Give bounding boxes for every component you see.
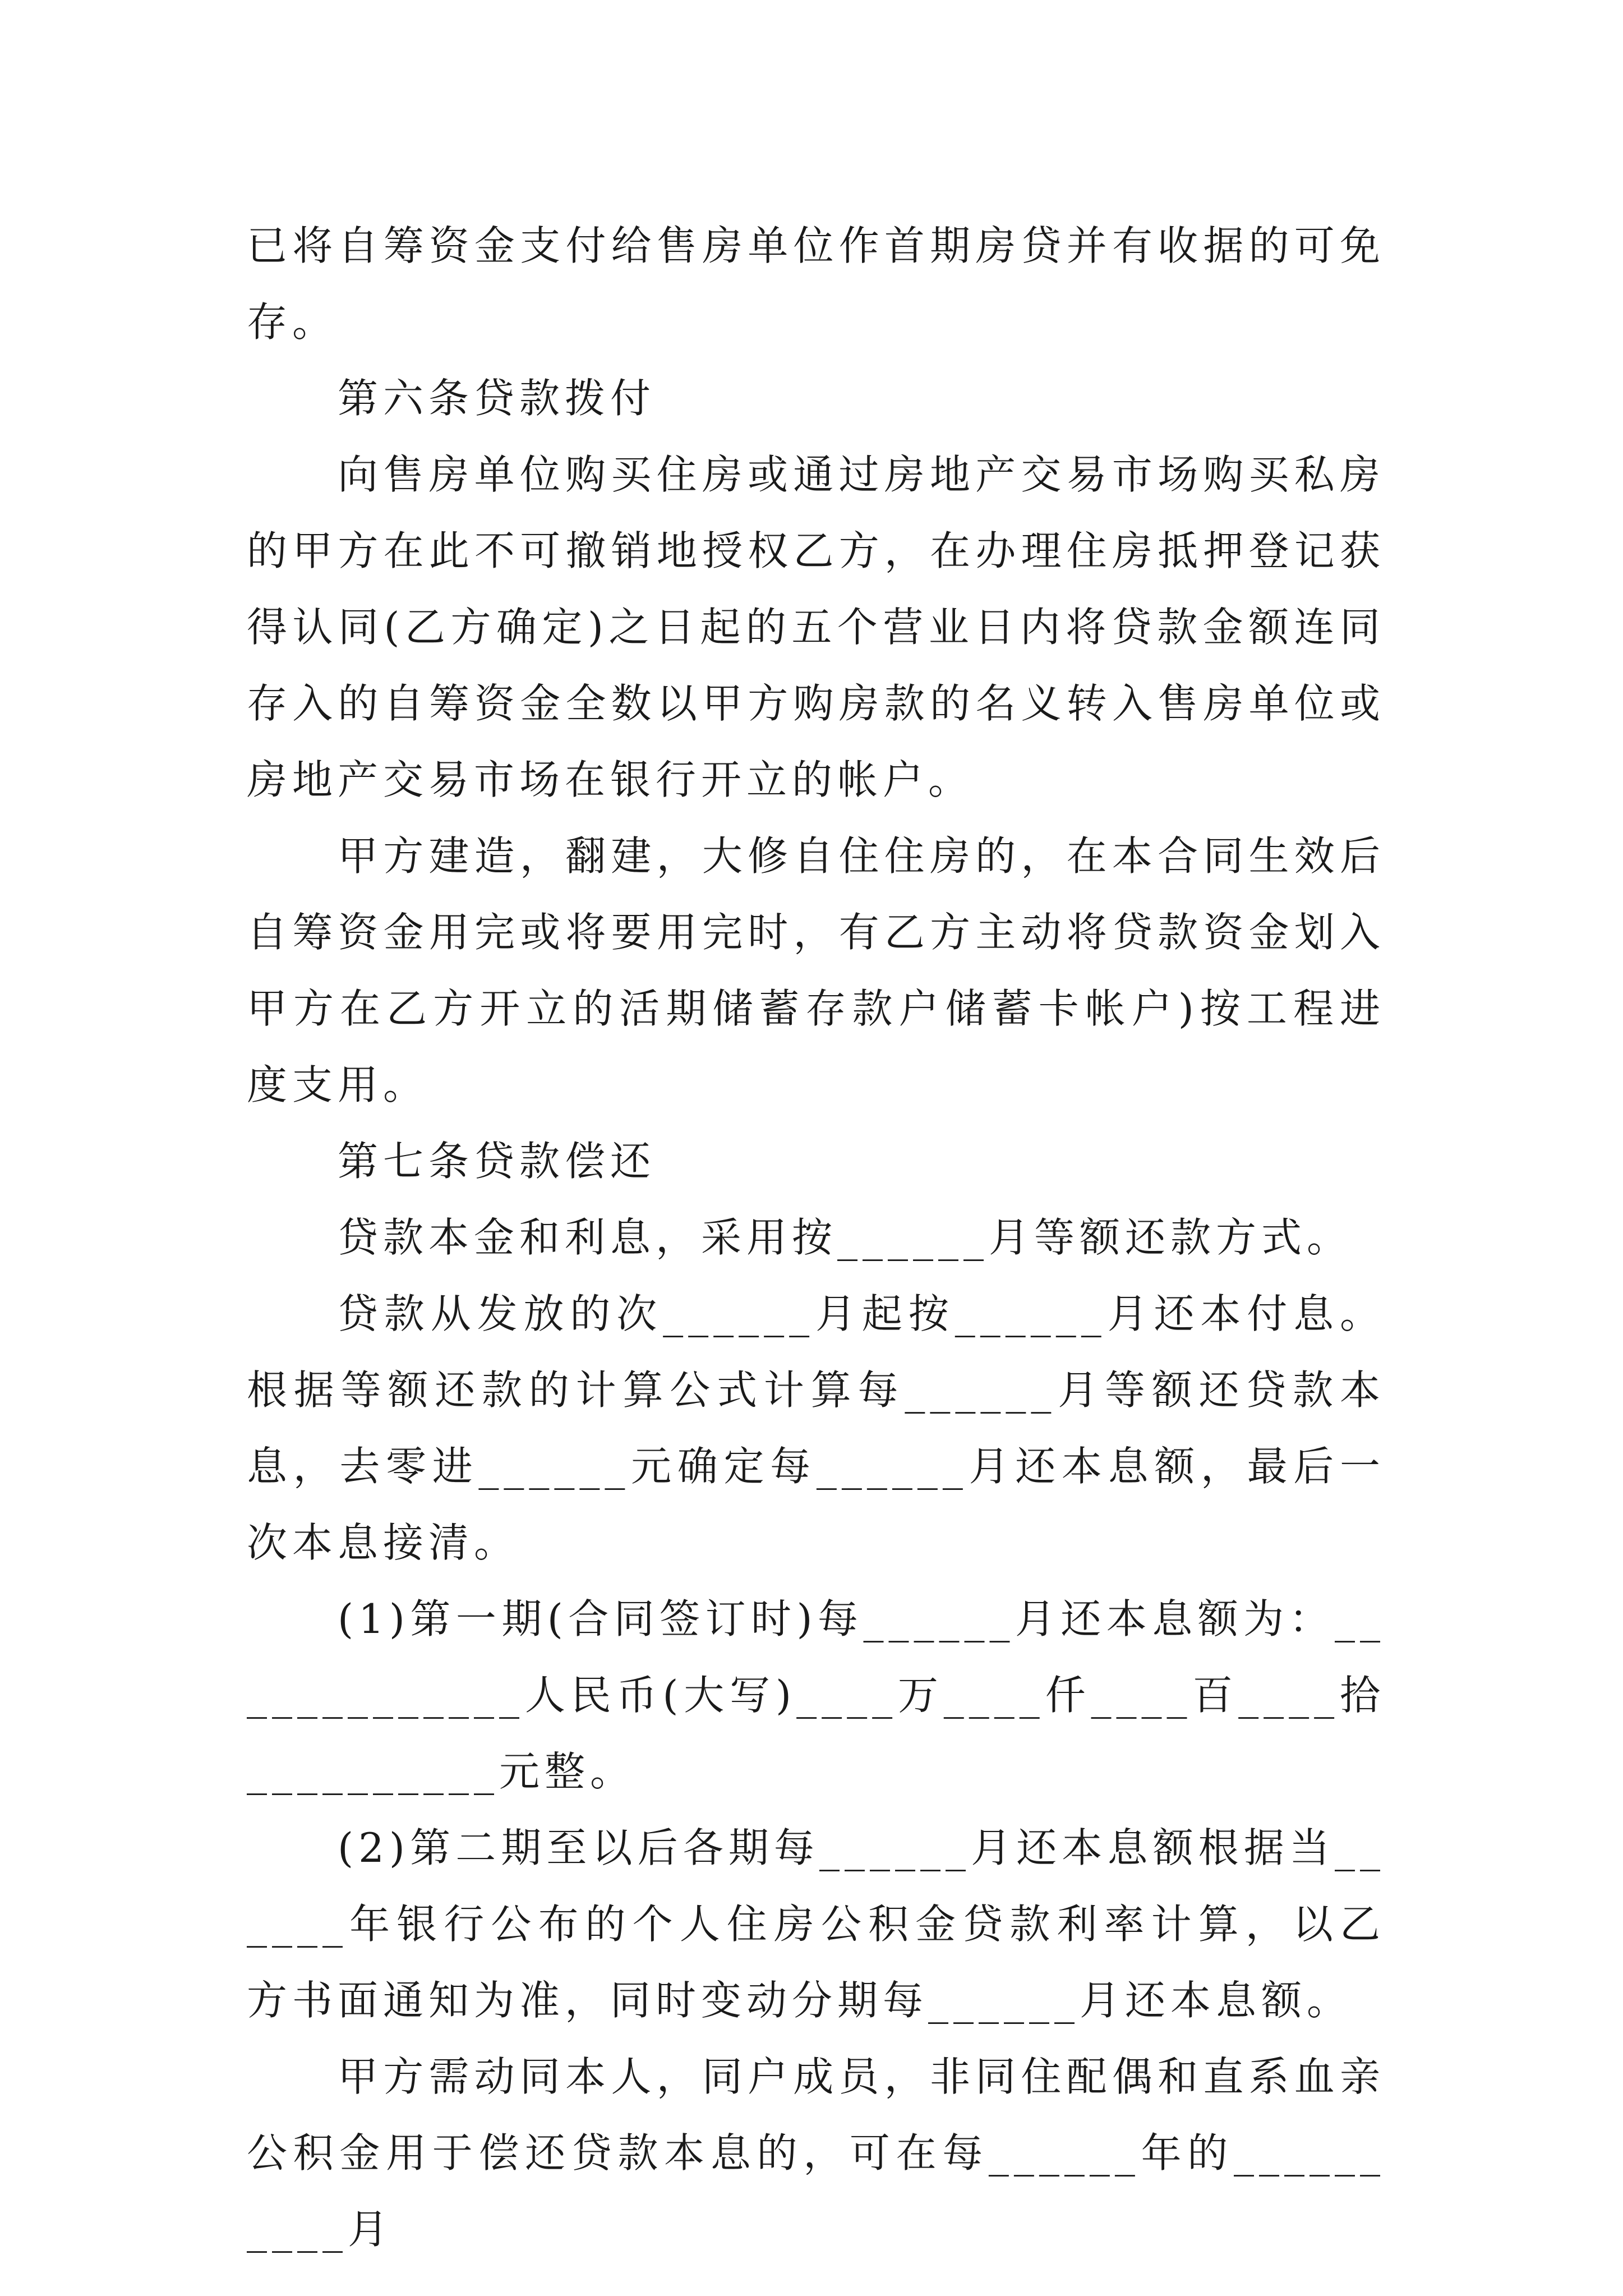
paragraph-continued: 已将自筹资金支付给售房单位作首期房贷并有收据的可免存。 bbox=[247, 222, 1385, 346]
document-body bbox=[247, 208, 1385, 2267]
article-7-heading: 第七条贷款偿还 bbox=[338, 1138, 656, 1185]
article-6-heading: 第六条贷款拨付 bbox=[338, 375, 656, 422]
paragraph-later-periods: (2)第二期至以后各期每______月还本息额根据当______年银行公布的个人住房公积金贷款利率计算，以乙方书面通知为准，同时变动分期每______月还本息额。 bbox=[247, 1824, 1385, 2024]
paragraph-provident-fund: 甲方需动同本人，同户成员，非同住配偶和直系血亲公积金用于偿还贷款本息的，可在每______年的__________月 bbox=[247, 2053, 1385, 2253]
paragraph-disbursement-purchase: 向售房单位购买住房或通过房地产交易市场购买私房的甲方在此不可撤销地授权乙方，在办理住房抵押登记获得认同(乙方确定)之日起的五个营业日内将贷款金额连同存入的自筹资金全数以甲方购房款的名义转入售房单位或房地产交易市场在银行开立的帐户。 bbox=[247, 451, 1385, 803]
paragraph-first-period: (1)第一期(合同签订时)每______月还本息额为：_____________人民币(大写)____万____仟____百____拾__________元整。 bbox=[247, 1595, 1385, 1795]
paragraph-repayment-schedule: 贷款从发放的次______月起按______月还本付息。根据等额还款的计算公式计算每______月等额还贷款本息，去零进______元确定每______月还本息额，最后一次本息接清。 bbox=[247, 1290, 1385, 1566]
paragraph-disbursement-construction: 甲方建造，翻建，大修自住住房的，在本合同生效后自筹资金用完或将要用完时，有乙方主动将贷款资金划入甲方在乙方开立的活期储蓄存款户储蓄卡帐户)按工程进度支用。 bbox=[247, 832, 1385, 1108]
paragraph-repayment-method: 贷款本金和利息，采用按______月等额还款方式。 bbox=[338, 1214, 1353, 1261]
